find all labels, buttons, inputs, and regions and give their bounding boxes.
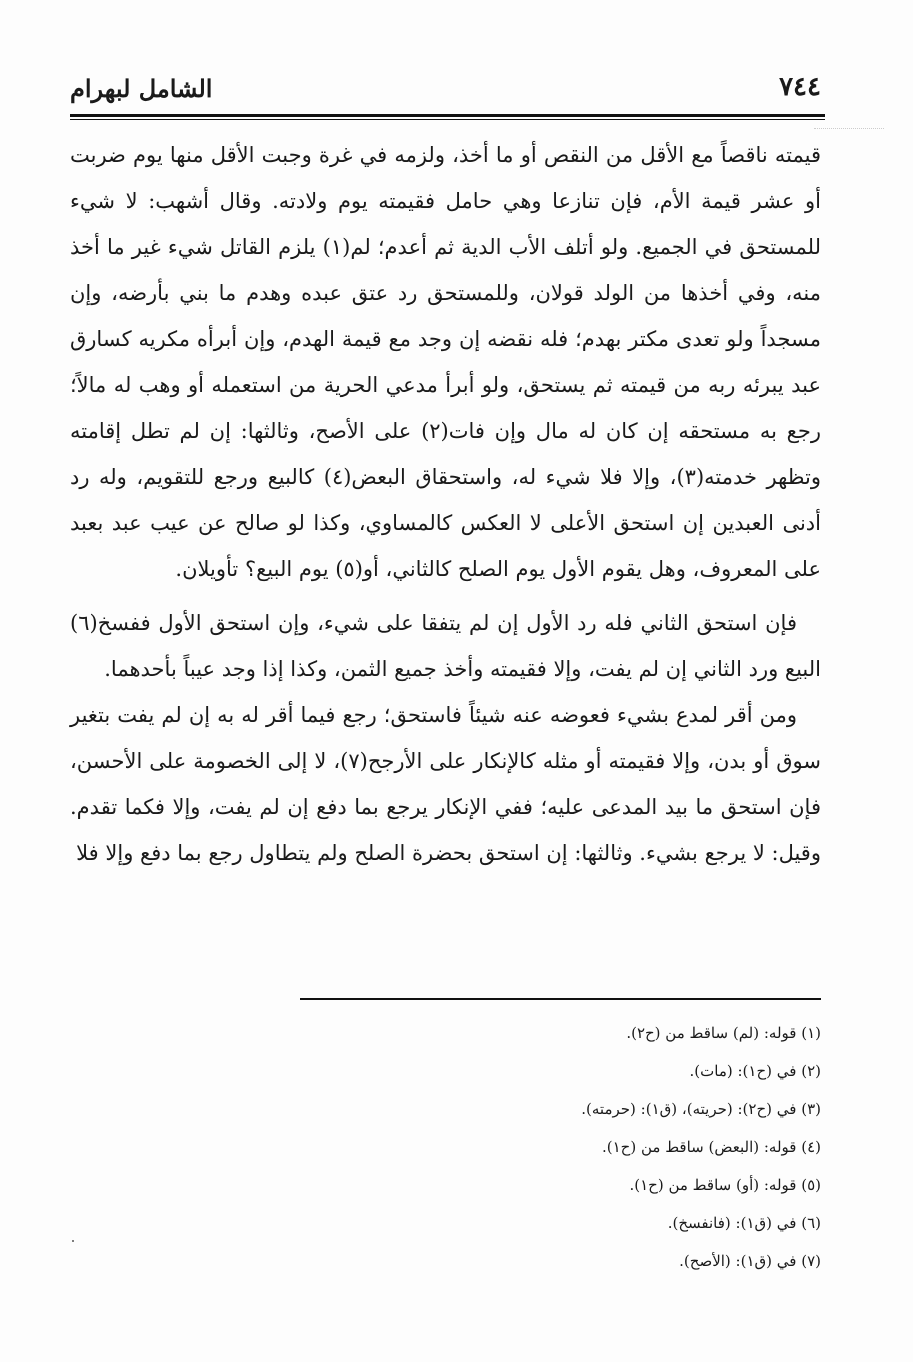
paragraph: ومن أقر لمدع بشيء فعوضه عنه شيئاً فاستحق؛ رجع فيما أقر له به إن لم يفت بتغير سوق أو بدن، وإلا فقيمته أو مثله كالإنكار على الأرجح(٧)، لا إلى الخصومة على الأحسن، فإن استحق ما بيد المدعى عليه؛ ففي الإنكار يرجع بما دفع إن لم يفت، وإلا فكما تقدم. وقيل: لا يرجع بشيء. وثالثها: إن استحق بحضرة الصلح ولم يتطاول رجع بما دفع وإلا فلا [70,703,821,865]
footnote: (٢) في (ح١): (مات). [689,1062,821,1080]
paragraph: قيمته ناقصاً مع الأقل من النقص أو ما أخذ، ولزمه في غرة وجبت الأقل منها يوم ضربت أو عشر قيمة الأم، فإن تنازعا وهي حامل فقيمته يوم ولادته. وقال أشهب: لا شيء للمستحق في الجميع. ولو أتلف الأب الدية ثم أعدم؛ لم(١) يلزم القاتل شيء غير ما أخذ منه، وفي أخذها من الولد قولان، وللمستحق رد عتق عبده وهدم ما بني بأرضه، وإن مسجداً ولو تعدى مكتر بهدم؛ فله نقضه إن وجد مع قيمة الهدم، وإن أبرأه مكريه كسارق عبد يبرئه ربه من قيمته ثم يستحق، ولو أبرأ مدعي الحرية من استعمله أو وهب له مالاً؛ رجع به مستحقه إن كان له مال وإن فات(٢) على الأصح، وثالثها: إن لم تطل إقامته وتظهر خدمته(٣)، وإلا فلا شيء له، واستحقاق البعض(٤) كالبيع ورجع للتقويم، وله رد أدنى العبدين إن استحق الأعلى لا العكس كالمساوي، وكذا لو صالح عن عيب عبد بعبد على المعروف، وهل يقوم الأول يوم الصلح كالثاني، أو(٥) يوم البيع؟ تأويلان. [70,143,821,581]
footnote: (٧) في (ق١): (الأصح). [679,1252,821,1270]
book-title: الشامل لبهرام [70,74,213,103]
page-header [70,72,821,112]
footnote: (٣) في (ح٢): (حريته)، (ق١): (حرمته). [581,1100,821,1118]
scan-mark [814,128,884,129]
header-rule-thick [70,114,825,117]
page-number: ٧٤٤ [779,72,821,102]
footnote-separator [300,998,821,1000]
footnote: (٤) قوله: (البعض) ساقط من (ح١). [601,1138,821,1156]
footnotes-list [300,1014,821,1280]
main-text [70,132,821,876]
header-rule-thin [70,119,825,120]
footnote: (٥) قوله: (أو) ساقط من (ح١). [629,1176,821,1194]
paragraph: فإن استحق الثاني فله رد الأول إن لم يتفقا على شيء، وإن استحق الأول ففسخ(٦) البيع ورد الثاني إن لم يفت، وإلا فقيمته وأخذ جميع الثمن، وكذا إذا وجد عيباً بأحدهما. [70,611,821,681]
footnote: (٦) في (ق١): (فانفسخ). [667,1214,821,1232]
footnote: (١) قوله: (لم) ساقط من (ح٢). [626,1024,821,1042]
scan-speck [72,1240,74,1242]
